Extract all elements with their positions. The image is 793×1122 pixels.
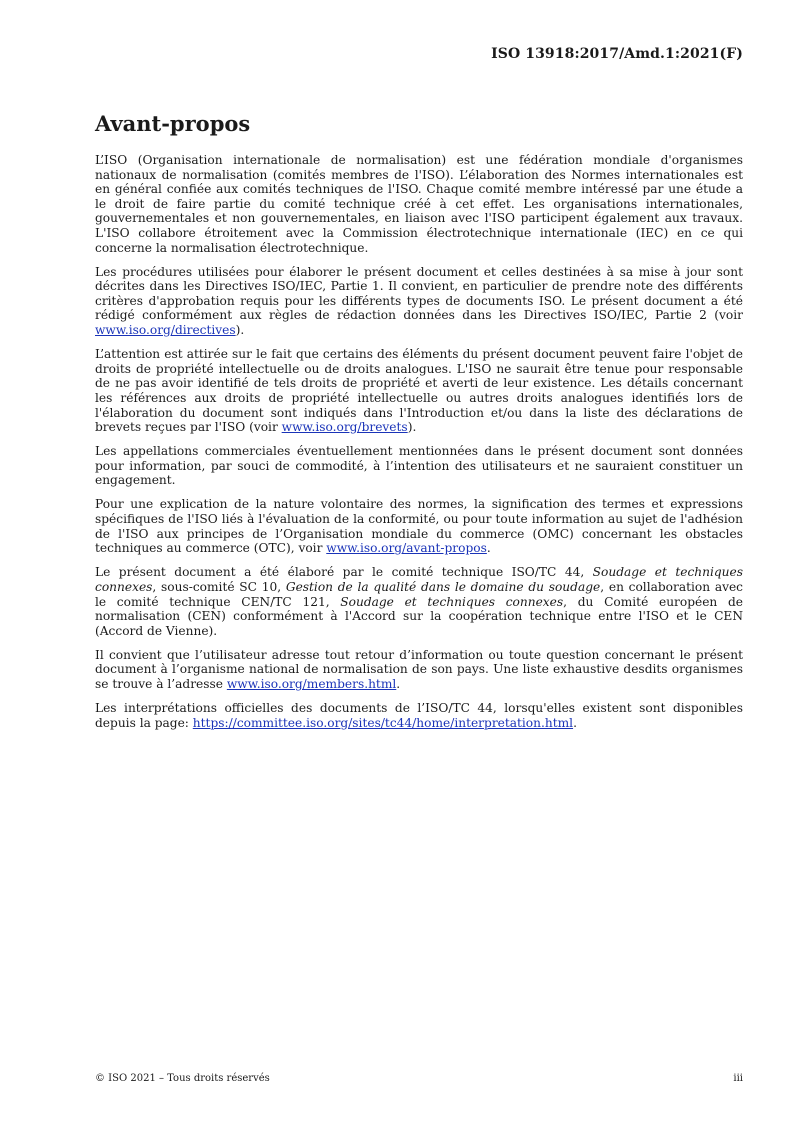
paragraph-iso-organisation <box>95 153 743 255</box>
paragraph-text: ). <box>235 323 245 338</box>
link-interpretation[interactable]: https://committee.iso.org/sites/tc44/home/interpretation.html <box>192 715 574 730</box>
paragraph-text: , sous-comité SC 10, <box>152 579 286 594</box>
paragraph-text: Les interprétations officielles des documents de l’ISO/TC 44, lorsqu'elles existent sont disponibles depuis la page: <box>95 701 743 730</box>
document-reference: ISO 13918:2017/Amd.1:2021(F) <box>491 46 743 62</box>
paragraph-text: Il convient que l’utilisateur adresse tout retour d’information ou toute question concernant le présent document à l’organisme national de normalisation de son pays. Une liste exhaustive desdits organismes se trouve à l’adresse <box>95 647 743 691</box>
link-directives[interactable]: www.iso.org/directives <box>95 323 236 338</box>
paragraph-text: L’attention est attirée sur le fait que certains des éléments du présent document peuvent faire l'objet de droits de propriété intellectuelle ou de droits analogues. L'ISO ne saurait être tenue pour responsable de ne pas avoir identifié de tels droits de propriété et averti de leur existence. Les détails concernant les références aux droits de propriété intellectuelle ou autres droits analogues identifiés lors de l'élaboration du document sont indiqués dans l'Introduction et/ou dans la liste des déclarations de brevets reçues par l'ISO (voir <box>95 347 743 435</box>
paragraph-feedback <box>95 648 743 692</box>
paragraph-committee <box>95 565 743 638</box>
paragraph-patent-rights <box>95 347 743 435</box>
footer-page-number: iii <box>733 1073 743 1084</box>
paragraph-text: . <box>396 677 401 691</box>
paragraph-text: Le présent document a été élaboré par le comité technique ISO/TC 44, <box>95 565 593 580</box>
paragraph-procedures <box>95 265 743 338</box>
paragraph-text: ). <box>407 420 417 435</box>
paragraph-text: Les procédures utilisées pour élaborer le présent document et celles destinées à sa mise à jour sont décrites dans les Directives ISO/IEC, Partie 1. Il convient, en particulier de prendre note des différents critères d'approbation requis pour les différents types de documents ISO. Le présent document a été rédigé conformément aux règles de rédaction données dans les Directives ISO/IEC, Partie 2 (voir <box>95 264 743 323</box>
paragraph-text: , du Comité européen de normalisation (CEN) conformément à l'Accord sur la coopération technique entre l'ISO et le CEN (Accord de Vienne). <box>95 594 743 638</box>
paragraph-interpretations <box>95 701 743 730</box>
link-members[interactable]: www.iso.org/members.html <box>226 677 397 691</box>
link-avant-propos[interactable]: www.iso.org/avant-propos <box>326 541 487 556</box>
page-title: Avant-propos <box>95 111 251 136</box>
paragraph-voluntary-nature <box>95 497 743 555</box>
link-brevets[interactable]: www.iso.org/brevets <box>281 420 408 435</box>
cen-committee-title-italic: Soudage et techniques connexes <box>340 594 564 609</box>
paragraph-text: Les appellations commerciales éventuellement mentionnées dans le présent document sont données pour information, par souci de commodité, à l’intention des utilisateurs et ne sauraient constituer un engagement. <box>95 444 743 488</box>
foreword-body <box>95 153 743 740</box>
paragraph-text: . <box>573 715 577 730</box>
paragraph-text: . <box>486 541 491 556</box>
paragraph-text: Pour une explication de la nature volontaire des normes, la signification des termes et expressions spécifiques de l'ISO liés à l'évaluation de la conformité, ou pour toute information au sujet de l'adhésion de l'ISO aux principes de l’Organisation mondiale du commerce (OMC) concernant les obstacles techniques au commerce (OTC), voir <box>95 497 743 556</box>
paragraph-text: , en collaboration avec le comité technique CEN/TC 121, <box>95 579 744 609</box>
subcommittee-title-italic: Gestion de la qualité dans le domaine du soudage <box>285 579 601 594</box>
footer-copyright: © ISO 2021 – Tous droits réservés <box>95 1073 270 1084</box>
committee-title-italic: Soudage et techniques connexes <box>95 565 743 594</box>
paragraph-text: L’ISO (Organisation internationale de normalisation) est une fédération mondiale d'organismes nationaux de normalisation (comités membres de l'ISO). L’élaboration des Normes internationales est en général confiée aux comités techniques de l'ISO. Chaque comité membre intéressé par une étude a le droit de faire partie du comité technique créé à cet effet. Les organisations internationales, gouvernementales et non gouvernementales, en liaison avec l'ISO participent également aux travaux. L'ISO collabore étroitement avec la Commission électrotechnique internationale (IEC) en ce qui concerne la normalisation électrotechnique. <box>95 153 743 255</box>
paragraph-trade-names <box>95 444 743 488</box>
